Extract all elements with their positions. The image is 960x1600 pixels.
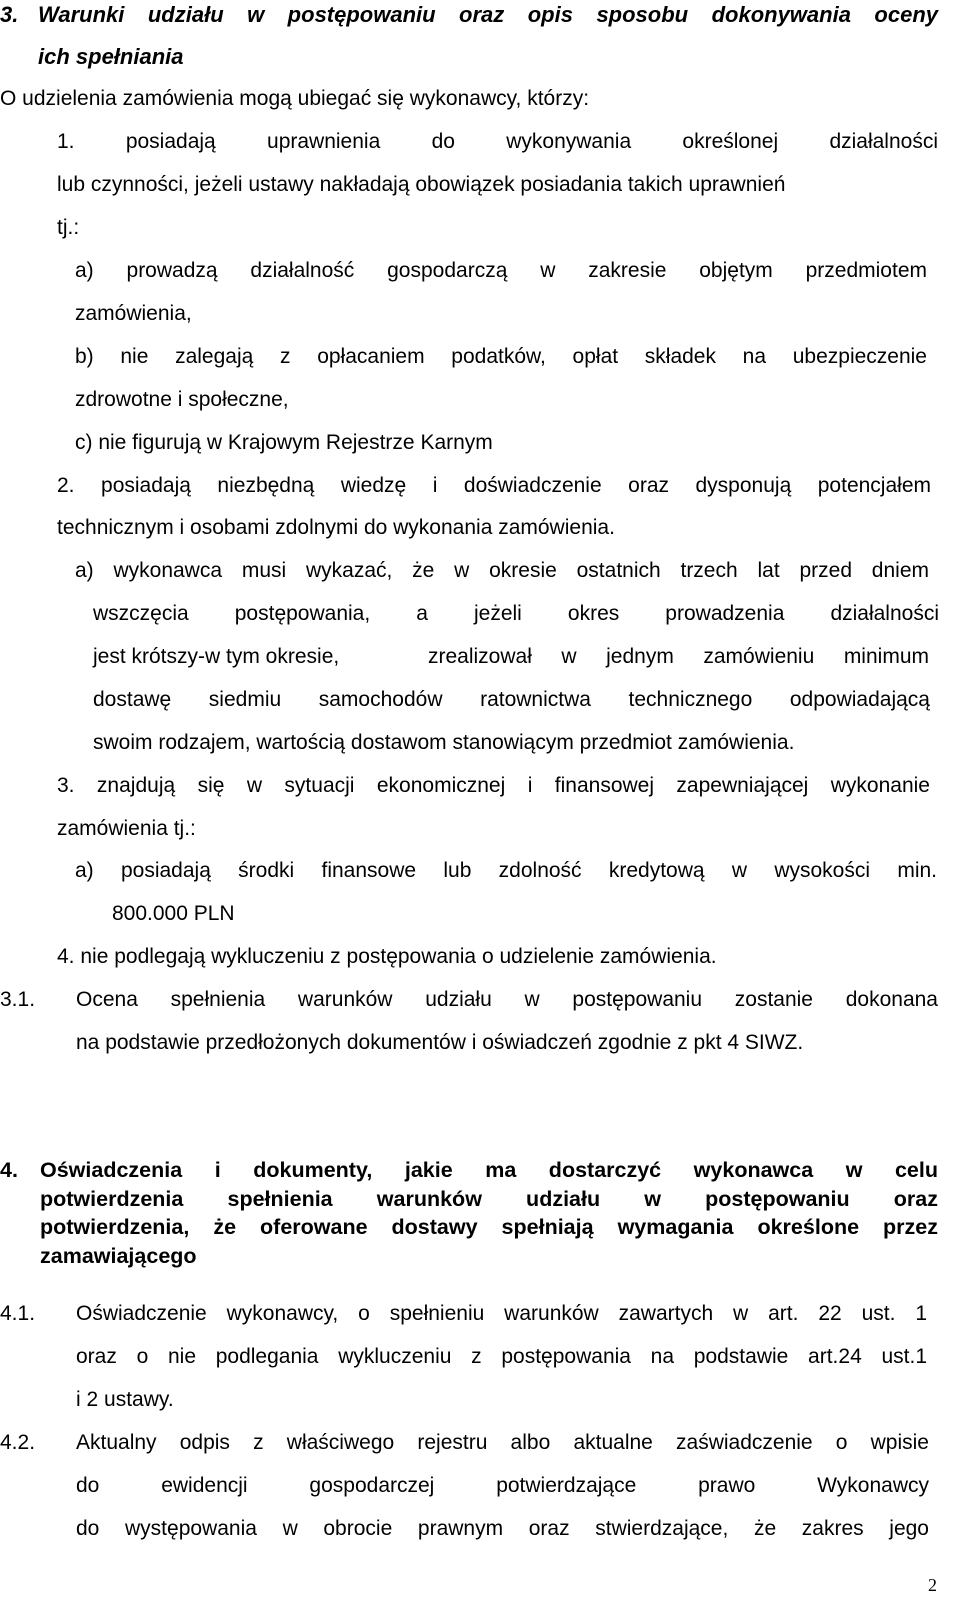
sub31-line2: na podstawie przedłożonych dokumentów i oświadczeń zgodnie z pkt 4 SIWZ. [76,1031,804,1054]
sub41-line3: i 2 ustawy. [76,1388,174,1411]
item2-a-line2: wszczęcia postępowania, a jeżeli okres prowadzenia działalności [93,602,939,625]
section-3-number: 3. [0,2,19,27]
item1-b-line2: zdrowotne i społeczne, [75,388,289,411]
section-3-heading-line2: ich spełniania [38,44,184,69]
sub42-number: 4.2. [0,1431,36,1454]
item1-c-line1: c) nie figurują w Krajowym Rejestrze Karnym [75,431,493,454]
section-4-heading-line4: zamawiającego [40,1244,197,1268]
sub42-line2: do ewidencji gospodarczej potwierdzające prawo Wykonawcy [76,1474,929,1497]
item2-a-line5: swoim rodzajem, wartością dostawom stanowiącym przedmiot zamówienia. [93,731,795,754]
section-4-number: 4. [0,1158,18,1182]
sub41-line1: Oświadczenie wykonawcy, o spełnieniu warunków zawartych w art. 22 ust. 1 [76,1302,927,1325]
item2-line2: technicznym i osobami zdolnymi do wykonania zamówienia. [57,516,615,539]
sub31-line1: Ocena spełnienia warunków udziału w postępowaniu zostanie dokonana [76,988,938,1011]
item1-line3: tj.: [57,216,80,239]
sub31-number: 3.1. [0,988,36,1011]
page-number: 2 [928,1575,937,1595]
section-3-intro: O udzielenia zamówienia mogą ubiegać się wykonawcy, którzy: [0,87,590,110]
item4-line1: 4. nie podlegają wykluczeniu z postępowania o udzielenie zamówienia. [57,945,717,968]
item2-a-line4: dostawę siedmiu samochodów ratownictwa technicznego odpowiadającą [93,688,930,711]
item1-a-line1: a) prowadzą działalność gospodarczą w zakresie objętym przedmiotem [75,259,927,282]
section-4-heading-line1: Oświadczenia i dokumenty, jakie ma dostarczyć wykonawca w celu [40,1158,938,1182]
item1-line2: lub czynności, jeżeli ustawy nakładają obowiązek posiadania takich uprawnień [57,173,786,196]
section-3-heading-line1: Warunki udziału w postępowaniu oraz opis sposobu dokonywania oceny [38,2,938,27]
item1-b-line1: b) nie zalegają z opłacaniem podatków, opłat składek na ubezpieczenie [75,345,927,368]
item2-line1: 2. posiadają niezbędną wiedzę i doświadczenie oraz dysponują potencjałem [57,474,931,497]
item1-a-line2: zamówienia, [75,302,192,325]
item2-a-line3-part1: jest krótszy-w tym okresie, [93,645,340,668]
item1-line1: 1. posiadają uprawnienia do wykonywania określonej działalności [57,130,938,153]
item3-a-line1: a) posiadają środki finansowe lub zdolność kredytową w wysokości min. [75,859,937,882]
sub42-line1: Aktualny odpis z właściwego rejestru albo aktualne zaświadczenie o wpisie [76,1431,929,1454]
sub41-number: 4.1. [0,1302,36,1325]
sub42-line3: do występowania w obrocie prawnym oraz stwierdzające, że zakres jego [76,1517,929,1540]
section-4-heading-line2: potwierdzenia spełnienia warunków udziału w postępowaniu oraz [40,1187,938,1211]
item2-a-line1: a) wykonawca musi wykazać, że w okresie ostatnich trzech lat przed dniem [75,559,929,582]
item3-a-line2: 800.000 PLN [112,902,235,925]
sub41-line2: oraz o nie podlegania wykluczeniu z postępowania na podstawie art.24 ust.1 [76,1345,927,1368]
item3-line1: 3. znajdują się w sytuacji ekonomicznej i finansowej zapewniającej wykonanie [57,774,930,797]
item2-a-line3-part2: zrealizował w jednym zamówieniu minimum [428,645,929,668]
item3-line2: zamówienia tj.: [57,817,196,840]
section-4-heading-line3: potwierdzenia, że oferowane dostawy spełniają wymagania określone przez [40,1215,938,1239]
